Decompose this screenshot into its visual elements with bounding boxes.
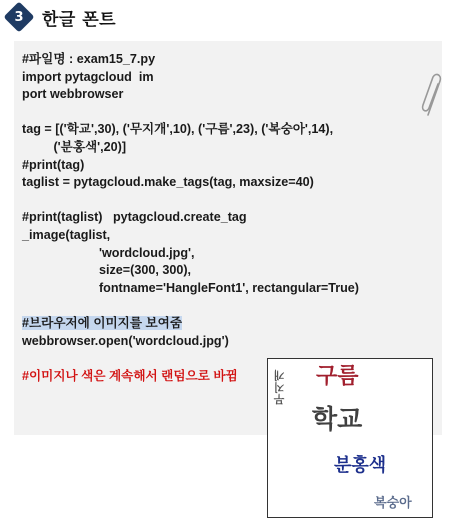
code-line [22,104,359,122]
paperclip-icon [418,71,448,119]
wordcloud-image [267,358,433,518]
code-line-highlighted: #브라우저에 이미지를 보여줌 [22,315,182,330]
code-text [22,51,359,385]
code-line: 'wordcloud.jpg', [22,245,195,260]
code-line: size=(300, 300), [22,263,192,278]
code-line: ('분홍색',20)] [22,139,127,154]
wordcloud-word: 학교 [312,405,363,435]
wordcloud-word-vertical: 무지개 [273,369,286,405]
wordcloud-word: 복숭아 [374,496,412,511]
code-line: #print(taglist) pytagcloud.create_tag [22,210,247,225]
section-heading [6,4,116,30]
section-number: 3 [14,9,24,25]
code-line: tag = [('학교',30), ('무지개',10), ('구름',23), ('복숭아',14), [22,122,334,137]
code-line: import pytagcloud im [22,69,154,84]
code-line: fontname='HangleFont1', rectangular=True) [22,280,359,295]
code-line: port webbrowser [22,87,124,102]
code-line: taglist = pytagcloud.make_tags(tag, maxsize=40) [22,175,314,190]
code-line [22,192,359,210]
code-line: webbrowser.open('wordcloud.jpg') [22,333,229,348]
code-line-comment-red: #이미지나 색은 계속해서 랜덤으로 바뀜 [22,368,238,383]
wordcloud-word: 분홍색 [334,455,387,476]
wordcloud-word: 구름 [316,364,359,389]
code-line: #print(tag) [22,157,85,172]
code-line: #파일명 : exam15_7.py [22,52,156,66]
section-title: 한글 폰트 [42,9,117,30]
section-number-badge [3,1,34,32]
code-line [22,297,359,315]
code-line: _image(taglist, [22,227,111,242]
